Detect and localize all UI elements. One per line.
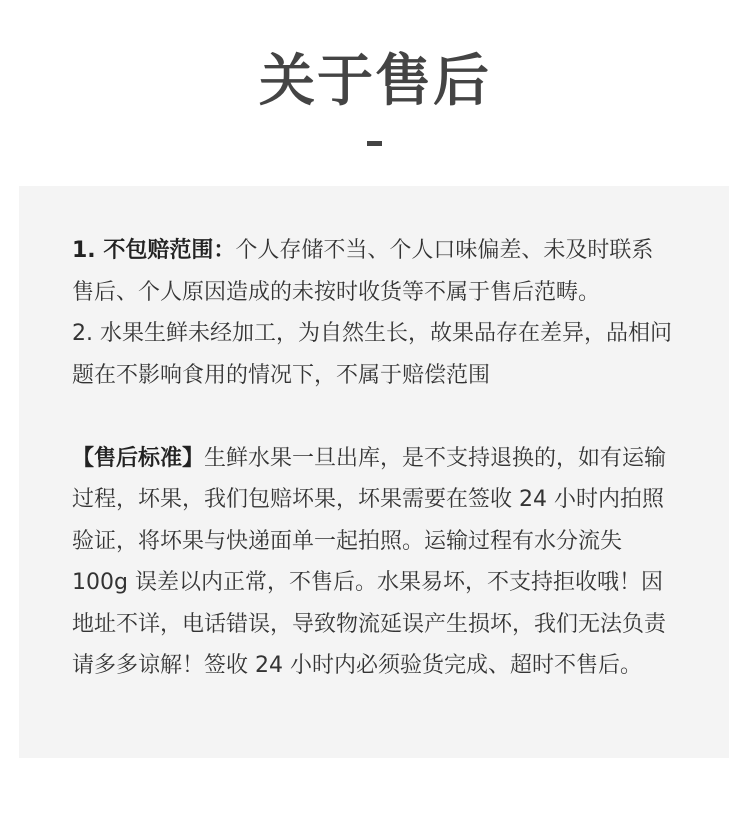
paragraph-spacer: [72, 396, 672, 438]
standard-text: 生鲜水果一旦出库，是不支持退换的，如有运输过程，坏果，我们包赔坏果，坏果需要在签收 24 小时内拍照验证，将坏果与快递面单一起拍照。运输过程有水分流失 100g 误差以内正常，不售后。水果易坏，不支持拒收哦！因地址不详，电话错误，导致物流延误产生损坏，我们无法负责请多多谅解！签收 24 小时内必须验货完成、超时不售后。: [72, 445, 667, 678]
quality-paragraph: 2. 水果生鲜未经加工，为自然生长，故果品存在差异，品相问题在不影响食用的情况下，不属于赔偿范围: [72, 321, 672, 388]
exclusion-text: 个人存储不当、个人口味偏差、未及时联系售后、个人原因造成的未按时收货等不属于售后范畴。: [72, 238, 654, 305]
exclusion-label: 1. 不包赔范围：: [72, 238, 236, 263]
standard-paragraph: [72, 438, 672, 687]
page-title: 关于售后: [259, 49, 491, 114]
exclusion-paragraph: [72, 230, 672, 313]
after-sales-content: [72, 230, 672, 687]
standard-label: 【售后标准】: [72, 445, 205, 471]
title-divider: [367, 141, 382, 146]
